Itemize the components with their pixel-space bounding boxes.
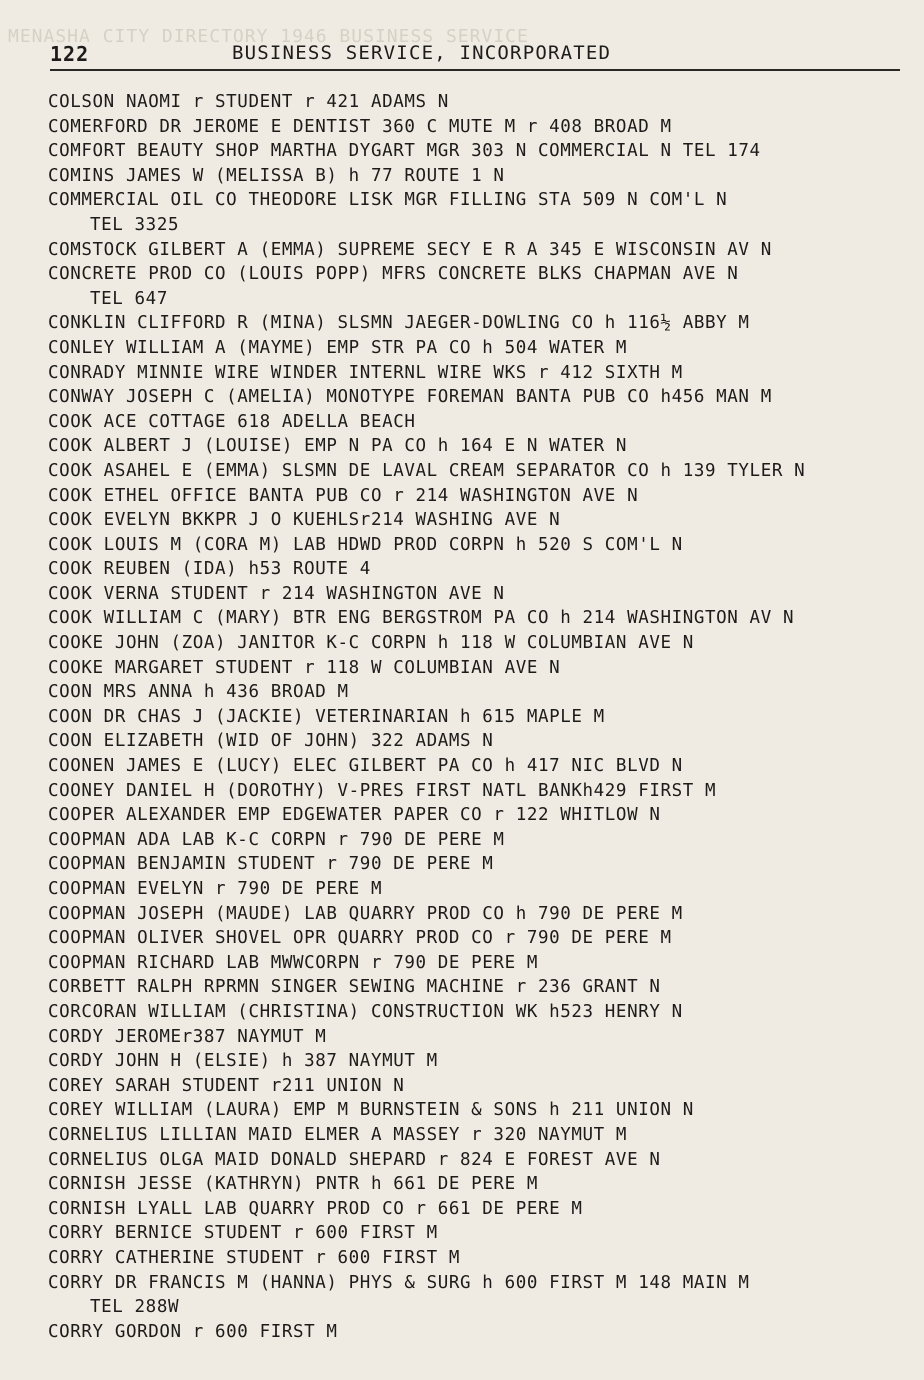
entry-continuation: TEL 647 [90, 288, 168, 309]
directory-entry: CONWAY JOSEPH C (AMELIA) MONOTYPE FOREMAN BANTA PUB CO h456 MAN M [48, 387, 772, 408]
directory-entry: COOK ALBERT J (LOUISE) EMP N PA CO h 164 E N WATER N [48, 436, 628, 457]
directory-entry: COOKE MARGARET STUDENT r 118 W COLUMBIAN AVE N [48, 657, 561, 678]
directory-entry: CORRY GORDON r 600 FIRST M [48, 1321, 338, 1342]
directory-entry: COOPMAN BENJAMIN STUDENT r 790 DE PERE M [48, 854, 494, 875]
directory-entry: COREY SARAH STUDENT r211 UNION N [48, 1075, 405, 1096]
directory-entry: COMMERCIAL OIL CO THEODORE LISK MGR FILLING STA 509 N COM'L N [48, 190, 728, 211]
directory-entry: COMSTOCK GILBERT A (EMMA) SUPREME SECY E R A 345 E WISCONSIN AV N [48, 239, 772, 260]
entries-list [48, 90, 908, 1344]
directory-entry: COOK REUBEN (IDA) h53 ROUTE 4 [48, 559, 371, 580]
page-number: 122 [50, 42, 90, 66]
directory-entry: COON MRS ANNA h 436 BROAD M [48, 682, 349, 703]
directory-entry: COMINS JAMES W (MELISSA B) h 77 ROUTE 1 N [48, 165, 505, 186]
directory-entry: CORDY JEROMEr387 NAYMUT M [48, 1026, 327, 1047]
directory-entry: COOK LOUIS M (CORA M) LAB HDWD PROD CORPN h 520 S COM'L N [48, 534, 683, 555]
directory-entry: CORNISH JESSE (KATHRYN) PNTR h 661 DE PERE M [48, 1174, 538, 1195]
directory-entry: CONLEY WILLIAM A (MAYME) EMP STR PA CO h 504 WATER M [48, 337, 628, 358]
directory-entry: COON ELIZABETH (WID OF JOHN) 322 ADAMS N [48, 731, 494, 752]
directory-entry: COONEY DANIEL H (DOROTHY) V-PRES FIRST NATL BANKh429 FIRST M [48, 780, 717, 801]
directory-entry: COOPMAN OLIVER SHOVEL OPR QUARRY PROD CO r 790 DE PERE M [48, 928, 672, 949]
directory-entry: COOPMAN RICHARD LAB MWWCORPN r 790 DE PERE M [48, 952, 538, 973]
directory-entry: COOPER ALEXANDER EMP EDGEWATER PAPER CO r 122 WHITLOW N [48, 805, 661, 826]
directory-entry: COOK EVELYN BKKPR J O KUEHLSr214 WASHING AVE N [48, 510, 561, 531]
directory-entry: COLSON NAOMI r STUDENT r 421 ADAMS N [48, 92, 449, 112]
directory-entry: COREY WILLIAM (LAURA) EMP M BURNSTEIN & SONS h 211 UNION N [48, 1100, 694, 1121]
entry-continuation: TEL 3325 [90, 214, 180, 235]
directory-entry: CORNELIUS LILLIAN MAID ELMER A MASSEY r 320 NAYMUT M [48, 1124, 628, 1145]
directory-entry: CORRY DR FRANCIS M (HANNA) PHYS & SURG h 600 FIRST M 148 MAIN M [48, 1272, 750, 1293]
directory-entry: COONEN JAMES E (LUCY) ELEC GILBERT PA CO h 417 NIC BLVD N [48, 756, 683, 777]
directory-entry: COOK ETHEL OFFICE BANTA PUB CO r 214 WASHINGTON AVE N [48, 485, 639, 506]
directory-entry: CORCORAN WILLIAM (CHRISTINA) CONSTRUCTION WK h523 HENRY N [48, 1001, 683, 1022]
directory-entry: CORRY BERNICE STUDENT r 600 FIRST M [48, 1223, 438, 1244]
directory-entry: CORRY CATHERINE STUDENT r 600 FIRST M [48, 1247, 461, 1268]
directory-entry: CORBETT RALPH RPRMN SINGER SEWING MACHINE r 236 GRANT N [48, 977, 661, 998]
page-header [50, 40, 900, 68]
directory-entry: COOK ACE COTTAGE 618 ADELLA BEACH [48, 411, 416, 432]
directory-entry: COMFORT BEAUTY SHOP MARTHA DYGART MGR 303 N COMMERCIAL N TEL 174 [48, 141, 761, 162]
directory-entry: COOPMAN JOSEPH (MAUDE) LAB QUARRY PROD CO h 790 DE PERE M [48, 903, 683, 924]
header-rule [50, 69, 900, 71]
directory-entry: COON DR CHAS J (JACKIE) VETERINARIAN h 615 MAPLE M [48, 706, 605, 727]
directory-entry: CORNISH LYALL LAB QUARRY PROD CO r 661 DE PERE M [48, 1198, 583, 1219]
directory-entry: COOK ASAHEL E (EMMA) SLSMN DE LAVAL CREAM SEPARATOR CO h 139 TYLER N [48, 460, 806, 481]
directory-entry: CORDY JOHN H (ELSIE) h 387 NAYMUT M [48, 1051, 438, 1072]
directory-entry: COOPMAN ADA LAB K-C CORPN r 790 DE PERE M [48, 829, 505, 850]
directory-entry: CONKLIN CLIFFORD R (MINA) SLSMN JAEGER-DOWLING CO h 116½ ABBY M [48, 313, 750, 334]
directory-entry: COOKE JOHN (ZOA) JANITOR K-C CORPN h 118 W COLUMBIAN AVE N [48, 633, 694, 654]
directory-entry: COOK VERNA STUDENT r 214 WASHINGTON AVE N [48, 583, 505, 604]
directory-entry: COOK WILLIAM C (MARY) BTR ENG BERGSTROM PA CO h 214 WASHINGTON AV N [48, 608, 795, 629]
bleed-through-text: MENASHA CITY DIRECTORY 1946 BUSINESS SERVICE [8, 26, 529, 47]
directory-entry: CONCRETE PROD CO (LOUIS POPP) MFRS CONCRETE BLKS CHAPMAN AVE N [48, 264, 739, 285]
directory-entry: CORNELIUS OLGA MAID DONALD SHEPARD r 824 E FOREST AVE N [48, 1149, 661, 1170]
directory-entry: COOPMAN EVELYN r 790 DE PERE M [48, 879, 383, 899]
directory-entry: COMERFORD DR JEROME E DENTIST 360 C MUTE M r 408 BROAD M [48, 116, 672, 137]
directory-entry: CONRADY MINNIE WIRE WINDER INTERNL WIRE WKS r 412 SIXTH M [48, 362, 683, 383]
entry-continuation: TEL 288W [90, 1297, 180, 1318]
running-head: BUSINESS SERVICE, INCORPORATED [232, 42, 612, 64]
